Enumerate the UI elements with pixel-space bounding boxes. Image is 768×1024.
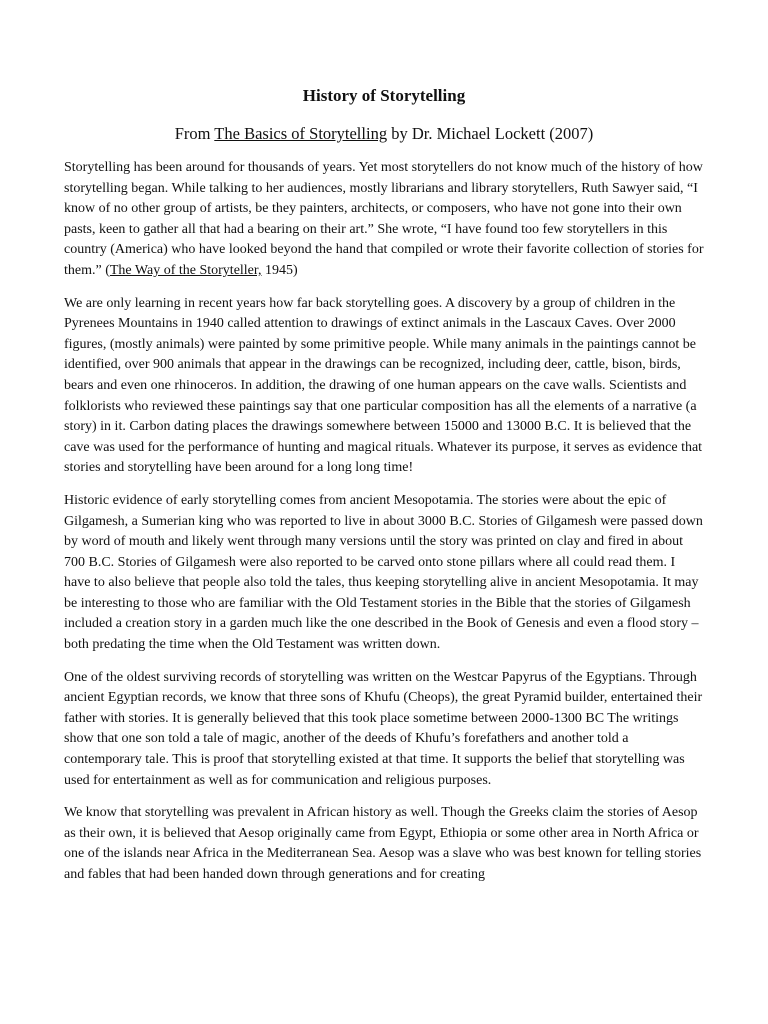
paragraph-mesopotamia: Historic evidence of early storytelling comes from ancient Mesopotamia. The stories were about the epic of Gilgamesh, a Sumerian king who was reported to live in about 3000 B.C. Stories of Gilgamesh were passed down by word of mouth and likely went through many versions until the story was printed on clay and fired in about 700 B.C. Stories of Gilgamesh were also reported to be carved onto stone pillars where all could read them. I have to also believe that people also told the tales, thus keeping storytelling alive in ancient Mesopotamia. It may be interesting to those who are familiar with the Old Testament stories in the Bible that the stories of Gilgamesh included a creation story in a garden much like the one described in the Book of Genesis and even a flood story – both predating the time when the Old Testament was written down. — [64, 492, 703, 653]
document-title: History of Storytelling — [302, 86, 466, 105]
citation-year: 1945) — [261, 262, 298, 278]
paragraph-african-history: We know that storytelling was prevalent in African history as well. Though the Greeks claim the stories of Aesop as their own, it is believed that Aesop originally came from Egypt, Ethiopia or some other area in North Africa or one of the islands near Africa in the Mediterranean Sea. Aesop was a slave who was best known for telling stories and fables that had been handed down through generations and for creating — [64, 805, 702, 882]
book-title: The Basics of Storytelling — [214, 124, 388, 143]
subtitle-prefix: From — [174, 124, 215, 143]
cited-book-title: The Way of the Storyteller, — [109, 262, 262, 278]
document-page — [64, 84, 704, 898]
paragraph-lascaux-caves: We are only learning in recent years how far back storytelling goes. A discovery by a group of children in the Pyrenees Mountains in 1940 called attention to drawings of extinct animals in the Lascaux Caves. Over 2000 figures, (mostly animals) were painted by some primitive people. While many animals in the paintings cannot be identified, over 900 animals that appear in the drawings can be recognized, including deer, cattle, bison, birds, bears and even one rhinoceros. In addition, the drawing of one human appears on the cave walls. Scientists and folklorists who reviewed these paintings say that one particular composition has all the elements of a narrative (a story) in it. Carbon dating places the drawings somewhere between 15000 and 13000 B.C. It is believed that the cave was used for the performance of hunting and magical rituals. Whatever its purpose, it serves as evidence that stories and storytelling have been around for a long long time! — [64, 295, 703, 476]
paragraph-westcar-papyrus: One of the oldest surviving records of storytelling was written on the Westcar Papyrus of the Egyptians. Through ancient Egyptian records, we know that three sons of Khufu (Cheops), the great Pyramid builder, entertained their father with stories. It is generally believed that this took place sometime between 2000-1300 BC The writings show that one son told a tale of magic, another of the deeds of Khufu’s forefathers and another told a contemporary tale. This is proof that storytelling existed at that time. It supports the belief that storytelling was used for entertainment as well as for communication and religious purposes. — [64, 669, 703, 788]
subtitle-suffix: by Dr. Michael Lockett (2007) — [387, 124, 594, 143]
document-subtitle — [64, 123, 704, 145]
paragraph-text: Storytelling has been around for thousands of years. Yet most storytellers do not know much of the history of how storytelling began. While talking to her audiences, mostly librarians and library storytellers, Ruth Sawyer said, “I know of no other group of artists, be they painters, architects, or composers, who have not gone into their own pasts, keen to gather all that had a bearing on their art.” She wrote, “I have found too few storytellers in this country (America) who have looked beyond the hand that compiled or wrote their favorite collection of stories for them.” ( — [64, 160, 704, 278]
paragraph-ruth-sawyer — [64, 158, 704, 282]
